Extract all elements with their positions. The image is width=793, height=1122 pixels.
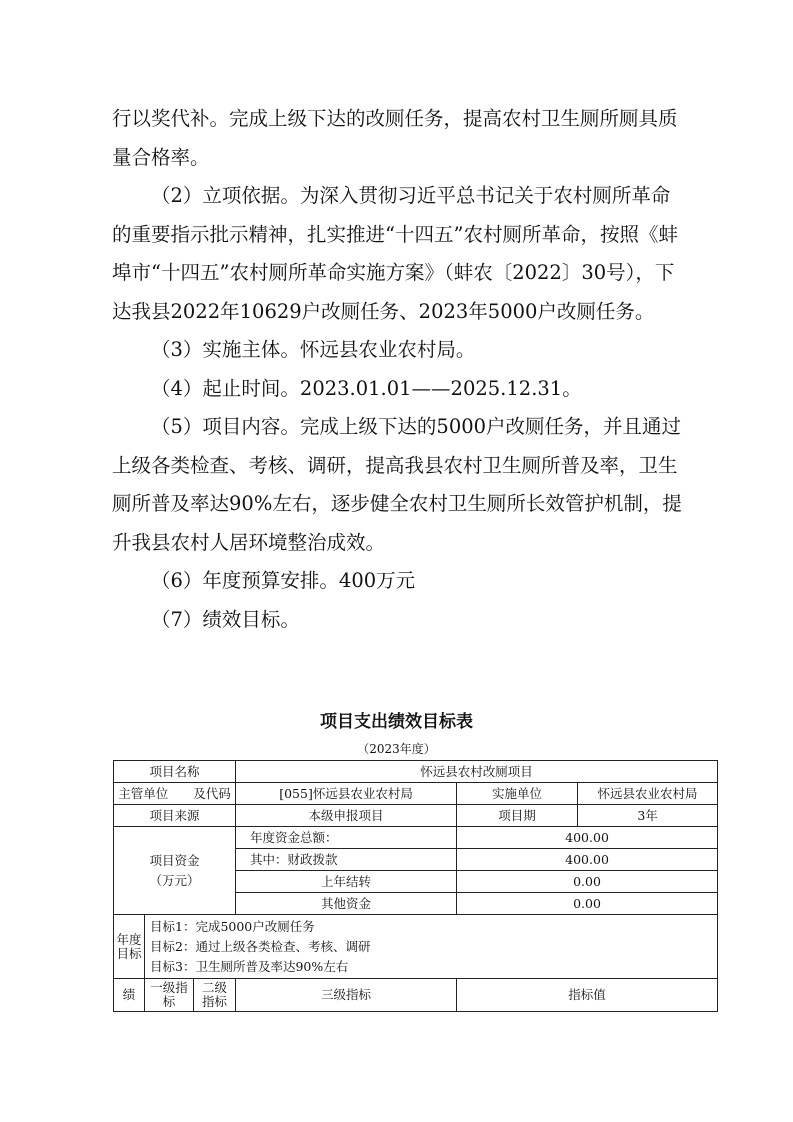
table-row bbox=[114, 827, 718, 849]
level2-header: 二级指标 bbox=[194, 979, 236, 1012]
paragraph: （5）项目内容。完成上级下达的5000户改厕任务，并且通过上级各类检查、考核、调研，提高我县农村卫生厕所普及率，卫生厕所普及率达90%左右，逐步健全农村卫生厕所长效管护机制，提升我县农村人居环境整治成效。 bbox=[112, 415, 682, 554]
funds-label bbox=[114, 827, 236, 915]
funds-row-value: 400.00 bbox=[457, 849, 718, 871]
table-title: 项目支出绩效目标表 bbox=[320, 712, 473, 732]
funds-row-value: 400.00 bbox=[457, 827, 718, 849]
annual-goal-label: 年度目标 bbox=[114, 915, 145, 979]
indicator-value-header: 指标值 bbox=[457, 979, 718, 1012]
goal-item: 目标2：通过上级各类检查、考核、调研 bbox=[150, 938, 371, 954]
level1-header: 一级指标 bbox=[145, 979, 194, 1012]
paragraph: 行以奖代补。完成上级下达的改厕任务，提高农村卫生厕所厕具质量合格率。 bbox=[112, 107, 678, 169]
impl-value: 怀远县农业农村局 bbox=[578, 783, 718, 805]
table-row bbox=[114, 783, 718, 805]
project-name-value: 怀远县农村改厕项目 bbox=[236, 761, 718, 783]
impl-label: 实施单位 bbox=[457, 783, 578, 805]
performance-goal-table bbox=[113, 760, 718, 1012]
source-label: 项目来源 bbox=[114, 805, 236, 827]
paragraph: （7）绩效目标。 bbox=[151, 607, 300, 631]
goal-item: 目标1：完成5000户改厕任务 bbox=[150, 918, 315, 934]
funds-unit: （万元） bbox=[149, 872, 200, 888]
project-name-label: 项目名称 bbox=[114, 761, 236, 783]
perf-label: 绩 bbox=[114, 979, 145, 1012]
table-row bbox=[114, 979, 718, 1012]
paragraph: （3）实施主体。怀远县农业农村局。 bbox=[151, 338, 476, 361]
period-label: 项目期 bbox=[457, 805, 578, 827]
level3-header: 三级指标 bbox=[236, 979, 457, 1012]
paragraph: （2）立项依据。为深入贯彻习近平总书记关于农村厕所革命的重要指示批示精神，扎实推进“十四五”农村厕所革命，按照《蚌埠市“十四五”农村厕所革命实施方案》（蚌农〔2022〕30号），下达我县2022年10629户改厕任务、2023年5000户改厕任务。 bbox=[112, 184, 678, 323]
annual-goals bbox=[145, 915, 718, 979]
funds-row-label: 其他资金 bbox=[236, 893, 457, 915]
table-row bbox=[114, 805, 718, 827]
table-row bbox=[114, 915, 718, 979]
period-value: 3年 bbox=[578, 805, 718, 827]
source-value: 本级申报项目 bbox=[236, 805, 457, 827]
funds-row-label: 年度资金总额： bbox=[236, 827, 457, 849]
paragraph: （4）起止时间。2023.01.01——2025.12.31。 bbox=[151, 376, 582, 400]
table-subtitle: （2023年度） bbox=[357, 742, 436, 756]
funds-row-value: 0.00 bbox=[457, 871, 718, 893]
table-row bbox=[114, 761, 718, 783]
body-text bbox=[112, 100, 687, 639]
funds-row-value: 0.00 bbox=[457, 893, 718, 915]
paragraph: （6）年度预算安排。400万元 bbox=[151, 569, 416, 592]
dept-label: 主管单位 及代码 bbox=[114, 783, 236, 805]
funds-label-text: 项目资金 bbox=[149, 852, 200, 868]
funds-row-label: 上年结转 bbox=[236, 871, 457, 893]
goal-item: 目标3：卫生厕所普及率达90%左右 bbox=[150, 958, 349, 974]
dept-value: [055]怀远县农业农村局 bbox=[236, 783, 457, 805]
funds-row-label: 其中：财政拨款 bbox=[236, 849, 457, 871]
